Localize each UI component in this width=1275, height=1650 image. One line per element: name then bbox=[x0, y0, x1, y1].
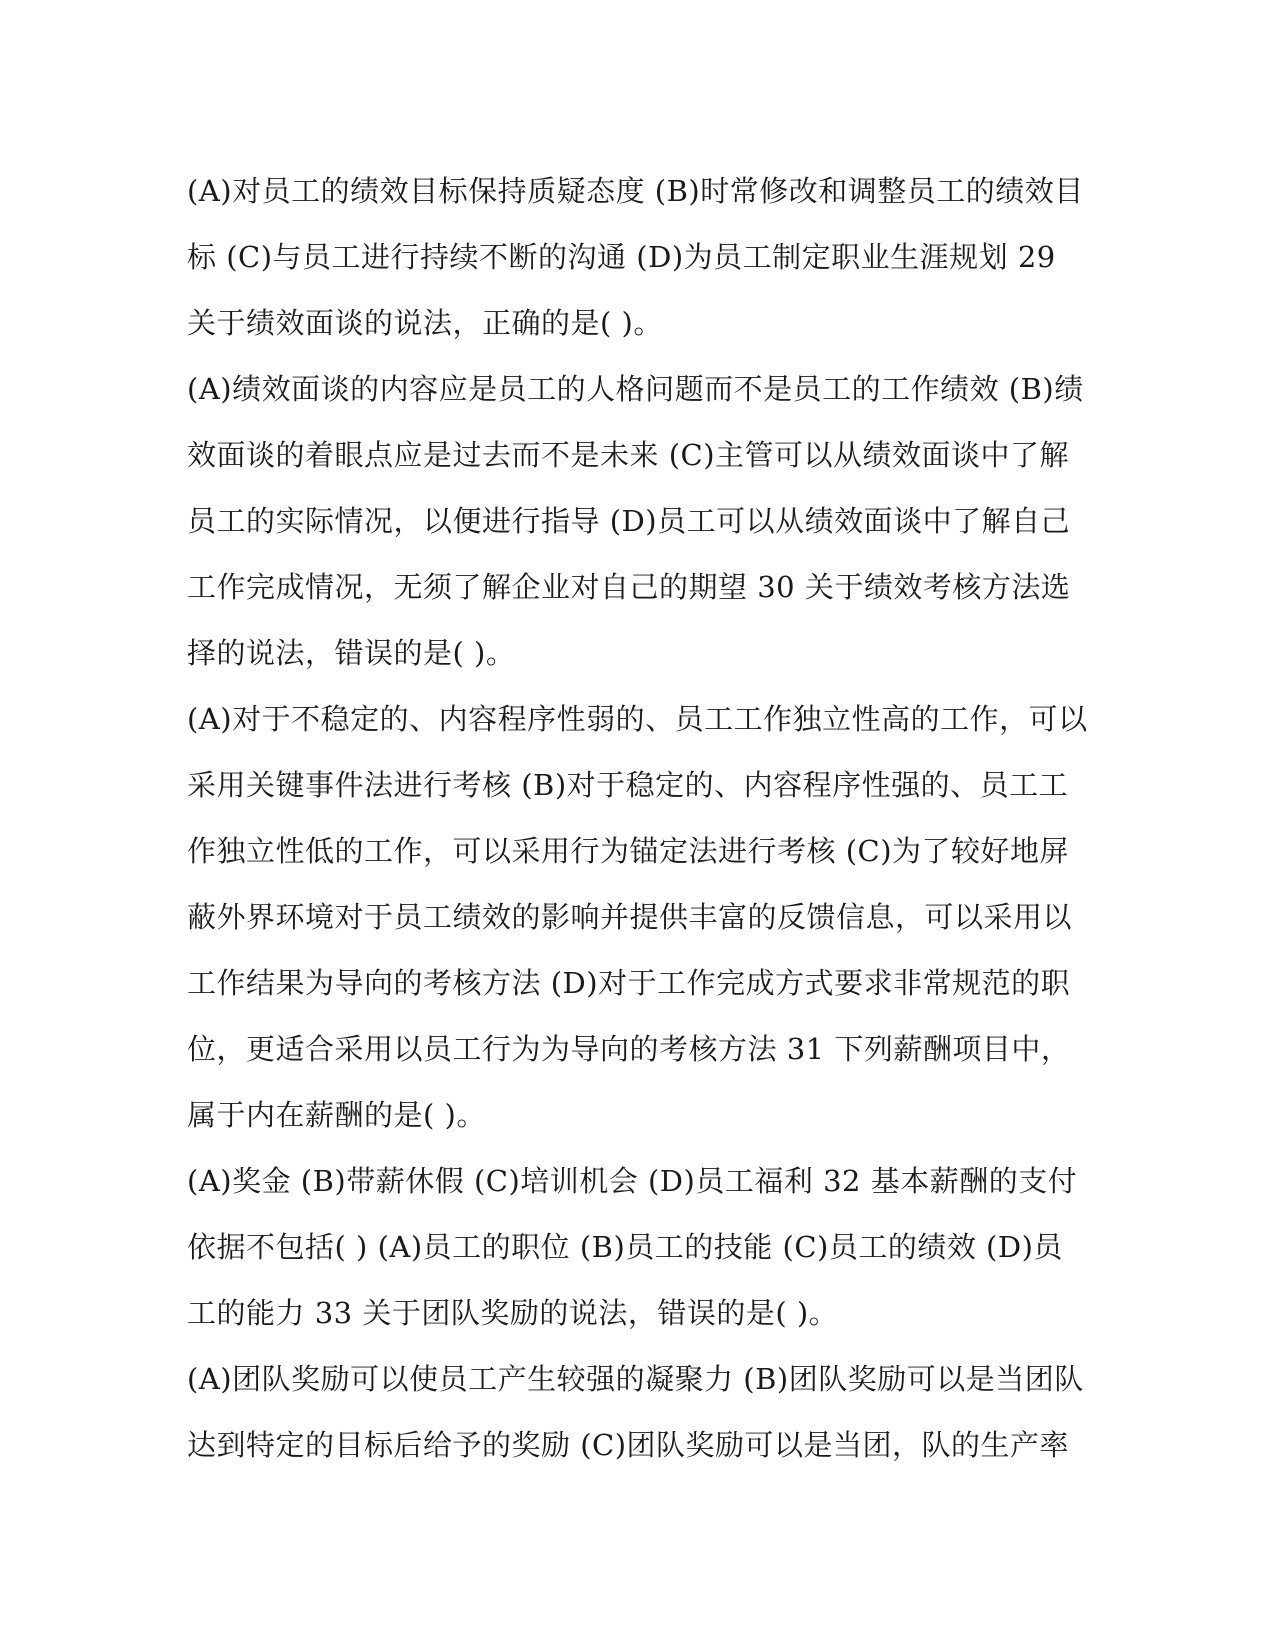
text-line: 采用关键事件法进行考核 (B)对于稳定的、内容程序性强的、员工工 bbox=[187, 768, 1069, 802]
text-line: 位，更适合采用以员工行为为导向的考核方法 31 下列薪酬项目中， bbox=[187, 1032, 1071, 1066]
document-body bbox=[187, 158, 1087, 1478]
text-line: 依据不包括( ) (A)员工的职位 (B)员工的技能 (C)员工的绩效 (D)员 bbox=[187, 1230, 1063, 1264]
text-line: (A)对于不稳定的、内容程序性弱的、员工工作独立性高的工作，可以 bbox=[187, 702, 1088, 736]
text-line: 达到特定的目标后给予的奖励 (C)团队奖励可以是当团，队的生产率 bbox=[187, 1428, 1070, 1462]
text-line: 作独立性低的工作，可以采用行为锚定法进行考核 (C)为了较好地屏 bbox=[187, 834, 1070, 868]
text-line: 属于内在薪酬的是( )。 bbox=[187, 1098, 486, 1132]
text-line: 工作结果为导向的考核方法 (D)对于工作完成方式要求非常规范的职 bbox=[187, 966, 1071, 1000]
text-line: 效面谈的着眼点应是过去而不是未来 (C)主管可以从绩效面谈中了解 bbox=[187, 438, 1070, 472]
text-line: (A)绩效面谈的内容应是员工的人格问题而不是员工的工作绩效 (B)绩 bbox=[187, 372, 1084, 406]
text-line: 员工的实际情况，以便进行指导 (D)员工可以从绩效面谈中了解自己 bbox=[187, 504, 1071, 538]
text-line: (A)奖金 (B)带薪休假 (C)培训机会 (D)员工福利 32 基本薪酬的支付 bbox=[187, 1164, 1078, 1198]
text-line: 关于绩效面谈的说法，正确的是( )。 bbox=[187, 306, 663, 340]
text-line: 工的能力 33 关于团队奖励的说法，错误的是( )。 bbox=[187, 1296, 839, 1330]
text-line: 择的说法，错误的是( )。 bbox=[187, 636, 516, 670]
text-line: 标 (C)与员工进行持续不断的沟通 (D)为员工制定职业生涯规划 29 bbox=[187, 240, 1056, 274]
text-line: 蔽外界环境对于员工绩效的影响并提供丰富的反馈信息，可以采用以 bbox=[187, 900, 1073, 934]
text-line: 工作完成情况，无须了解企业对自己的期望 30 关于绩效考核方法选 bbox=[187, 570, 1071, 604]
text-line: (A)团队奖励可以使员工产生较强的凝聚力 (B)团队奖励可以是当团队 bbox=[187, 1362, 1084, 1396]
text-line: (A)对员工的绩效目标保持质疑态度 (B)时常修改和调整员工的绩效目 bbox=[187, 174, 1084, 208]
